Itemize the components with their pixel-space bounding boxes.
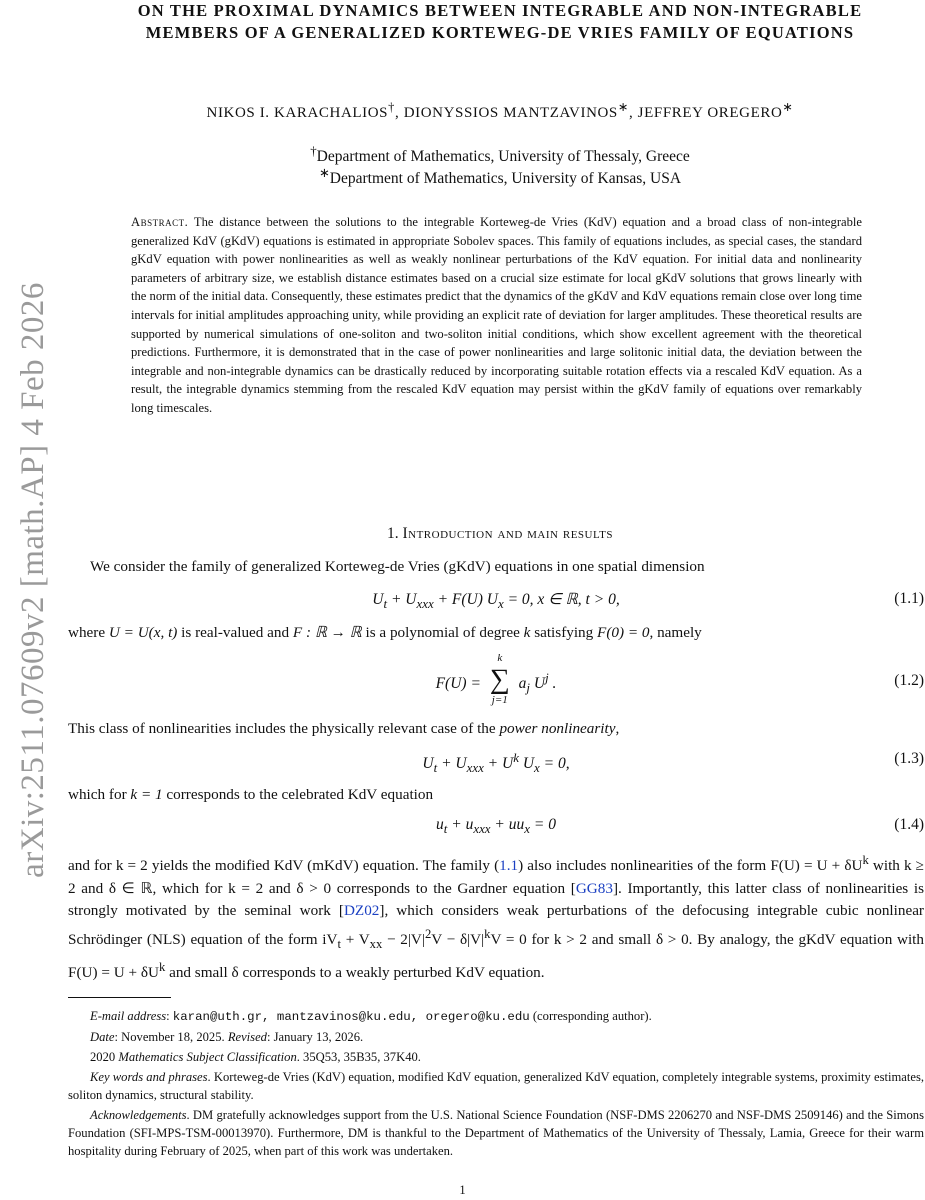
equation-label: (1.2) <box>894 672 924 689</box>
msc-codes: . 35Q53, 35B35, 37K40. <box>296 1050 421 1064</box>
text: ], which considers weak perturbations of the defocusing integrable cubic nonlinear Schrödinger (NLS) equation of the form iV <box>68 902 924 948</box>
equation-1-4 <box>68 816 924 838</box>
superscript: k <box>484 926 491 941</box>
footnote-label: Mathematics Subject Classification <box>118 1050 297 1064</box>
author-separator: , <box>628 105 638 121</box>
superscript: 2 <box>424 926 432 941</box>
paragraph-intro: We consider the family of generalized Korteweg-de Vries (gKdV) equations in one spatial dimension <box>90 558 705 575</box>
section-title: Introduction and main results <box>402 525 614 542</box>
abstract-heading: Abstract. <box>131 215 189 229</box>
paragraph-kdv <box>68 784 924 807</box>
footnotes <box>68 1007 924 1160</box>
title-line-1: ON THE PROXIMAL DYNAMICS BETWEEN INTEGRABLE AND NON-INTEGRABLE <box>137 1 863 20</box>
acknowledgements-text: . DM gratefully acknowledges support from the U.S. National Science Foundation (NSF-DMS 2206270 and NSF-DMS 2509146) and the Simons Foundation (SFI-MPS-TSM-00013970). Furthermore, DM is thankful to the Department of Mathematics of the University of Thessaly, Lamia, Greece for their warm hospitality during February of 2025, when part of this work was undertaken. <box>68 1108 924 1158</box>
author-name: DIONYSSIOS MANTZAVINOS <box>403 105 618 121</box>
equation-label: (1.3) <box>894 750 924 767</box>
inline-math: k = 1 <box>130 786 163 803</box>
footnote-date <box>68 1028 924 1046</box>
equation-1-1-text: $U_t + U_{xxx} + F(U) U_x = 0$, x ∈ ℝ, t > 0, <box>372 591 620 612</box>
paragraph-where <box>68 622 924 645</box>
inline-math: U = U(x, t) <box>108 624 178 641</box>
author-list <box>70 99 925 122</box>
equation-1-3-text: $U_t + U_{xxx} + U^k$ $U_x = 0$, <box>422 750 570 776</box>
equation-rhs: $a_j$ $U^j$ . <box>518 669 557 696</box>
sum-lower-limit: j=1 <box>491 694 508 706</box>
paragraph-family <box>68 849 924 984</box>
subscript: t <box>337 936 341 951</box>
text: and for k = 2 yields the modified KdV (mKdV) equation. The family ( <box>68 857 500 875</box>
text: This class of nonlinearities includes the physically relevant case of the <box>68 720 500 737</box>
summation <box>485 652 515 706</box>
text: where <box>68 624 109 641</box>
equation-1-1 <box>68 590 924 612</box>
text: which for <box>68 786 131 803</box>
keywords: . Korteweg-de Vries (KdV) equation, modified KdV equation, generalized KdV equation, completely integrable systems, proximity estimates, soliton dynamics, structural stability. <box>68 1070 924 1102</box>
text: , <box>615 720 620 737</box>
date-value: : November 18, 2025. <box>114 1030 228 1044</box>
text: , namely <box>649 624 702 641</box>
affiliation-mark: † <box>388 100 395 114</box>
page-number: 1 <box>459 1183 466 1197</box>
equation-lhs: F(U) = <box>435 675 485 692</box>
footnote-label: Revised <box>227 1030 267 1044</box>
subscript: xx <box>369 936 383 951</box>
equation-1-3 <box>68 750 924 776</box>
author-name: NIKOS I. KARACHALIOS <box>206 105 389 121</box>
equation-1-2 <box>68 652 924 710</box>
sum-symbol: ∑ <box>489 664 510 695</box>
text: − 2|V| <box>382 930 425 948</box>
affiliation-1 <box>70 143 925 166</box>
sum-upper-limit: k <box>497 652 503 664</box>
text: is a polynomial of degree <box>361 624 524 641</box>
affiliation-text: Department of Mathematics, University of Kansas, USA <box>329 170 682 188</box>
affiliation-mark: ∗ <box>617 100 629 114</box>
text: 2020 <box>90 1050 119 1064</box>
text: (corresponding author). <box>529 1009 652 1023</box>
affiliation-mark: ∗ <box>782 100 794 114</box>
title-line-2: MEMBERS OF A GENERALIZED KORTEWEG-DE VRIES FAMILY OF EQUATIONS <box>145 23 855 42</box>
affiliation-2 <box>70 165 925 188</box>
equation-label: (1.1) <box>894 590 924 607</box>
affiliation-mark: † <box>310 143 317 158</box>
text: ]. Importantly, this latter class of nonlinearities is strongly motivated by the seminal work [ <box>68 879 924 920</box>
paper-title <box>70 0 925 44</box>
citation-link[interactable]: GG83 <box>575 879 613 897</box>
footnote-msc <box>68 1048 924 1066</box>
equation-body <box>68 590 924 612</box>
inline-math: F : ℝ → ℝ <box>292 624 362 641</box>
text: with k ≥ 2 and δ ∈ ℝ, which for k = 2 and δ > 0 corresponds to the Gardner equation [ <box>68 857 924 897</box>
text: corresponds to the celebrated KdV equation <box>162 786 434 803</box>
emphasis: power nonlinearity <box>499 720 616 737</box>
footnote-email <box>68 1007 924 1026</box>
abstract <box>131 213 862 418</box>
abstract-text: The distance between the solutions to the integrable Korteweg-de Vries (KdV) equation and a broad class of non-integrable generalized KdV (gKdV) equations is estimated in appropriate Sobolev spaces. This family of equations includes, as special cases, the standard gKdV equation with power nonlinearities as well as weakly nonlinear perturbations of the KdV equation. For initial data and nonlinearity parameters of arbitrary size, we establish distance estimates based on a crucial size estimate for local gKdV solutions that grows linearly with the norm of the initial data. Consequently, these estimates predict that the dynamics of the gKdV and KdV equations remain close over long time intervals for initial amplitudes approaching unity, while providing an explicit rate of deviation for larger amplitudes. These theoretical results are supported by numerical simulations of one-soliton and two-soliton initial conditions, which show excellent agreement with the theoretical predictions. Furthermore, it is demonstrated that in the case of power nonlinearities and large solitonic initial data, the deviation between the integrable and non-integrable dynamics can be drastically reduced by incorporating suitable rotation effects via a rescaled KdV equation. As a result, the integrable dynamics stemming from the rescaled KdV equation may persist within the gKdV family of equations over remarkably long timescales. <box>131 215 862 415</box>
equation-label: (1.4) <box>894 816 924 833</box>
equation-body <box>68 652 924 706</box>
revised-value: : January 13, 2026. <box>266 1030 364 1044</box>
citation-link[interactable]: DZ02 <box>343 902 380 920</box>
equation-body <box>68 816 924 837</box>
footnote-label: Acknowledgements <box>90 1108 187 1122</box>
section-heading <box>70 525 925 543</box>
text: V − δ|V| <box>431 930 485 948</box>
footnote-label: Date <box>90 1030 115 1044</box>
footnote-divider <box>68 997 171 998</box>
superscript: k <box>158 959 166 974</box>
paragraph-power <box>68 718 924 741</box>
author-name: JEFFREY OREGERO <box>637 105 783 121</box>
text: V = 0 for k > 2 and small δ > 0. By analogy, the gKdV equation with F(U) = U + δU <box>68 930 924 981</box>
text: satisfying <box>530 624 598 641</box>
text: + V <box>341 930 370 948</box>
inline-math: F(0) = 0 <box>597 624 650 641</box>
text: ) also includes nonlinearities of the form F(U) = U + δU <box>518 857 863 875</box>
text: is real-valued and <box>177 624 293 641</box>
arxiv-identifier[interactable]: arXiv:2511.07609v2 [math.AP] 4 Feb 2026 <box>15 282 51 878</box>
text: : <box>166 1009 173 1023</box>
email-addresses[interactable]: karan@uth.gr, mantzavinos@ku.edu, oregero@ku.edu <box>172 1010 530 1024</box>
equation-reference-link[interactable]: 1.1 <box>499 857 519 875</box>
affiliation-mark: ∗ <box>318 165 330 180</box>
text: and small δ corresponds to a weakly perturbed KdV equation. <box>165 963 545 981</box>
footnote-label: E-mail address <box>90 1009 167 1023</box>
section-number: 1. <box>386 525 399 542</box>
footnote-label: Key words and phrases <box>90 1070 208 1084</box>
footnote-acknowledgements <box>68 1106 924 1160</box>
equation-1-4-text: $u_t + u_{xxx} + uu_x = 0$ <box>436 816 556 837</box>
footnote-keywords <box>68 1068 924 1104</box>
inline-math: k <box>523 624 531 641</box>
author-separator: , <box>394 105 404 121</box>
equation-body <box>68 750 924 776</box>
superscript: k <box>862 853 869 867</box>
affiliation-text: Department of Mathematics, University of Thessaly, Greece <box>316 148 690 166</box>
